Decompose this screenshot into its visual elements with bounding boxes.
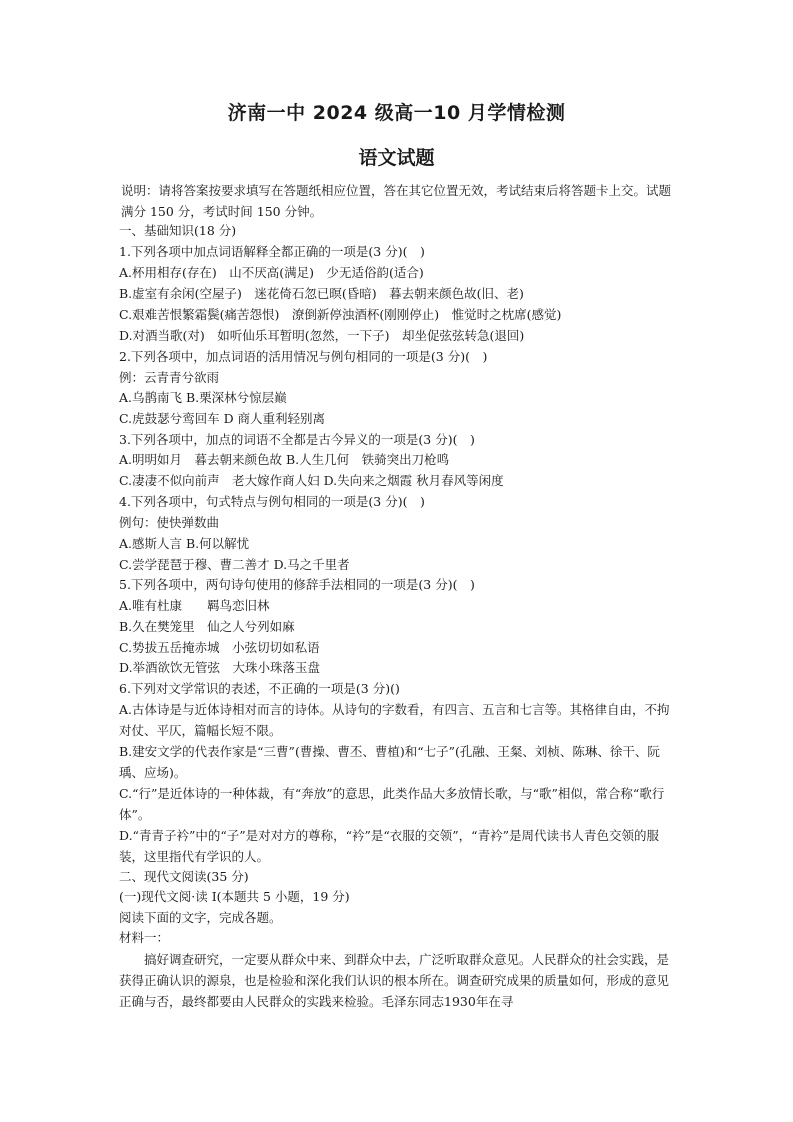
q1-option-a: A.杯用相存(存在) 山不厌高(满足) 少无适俗韵(适合) (119, 265, 424, 280)
q5-option-a: A.唯有杜康 羁鸟恋旧林 (119, 598, 270, 613)
q5-option-b: B.久在樊笼里 仙之人兮列如麻 (119, 619, 295, 634)
reading-instruction: 阅读下面的文字，完成各题。 (119, 910, 282, 925)
q3-options-ab: A.明明如月 暮去朝来颜色故 B.人生几何 铁骑突出刀枪鸣 (119, 452, 450, 467)
q4-example: 例句：使快弹数曲 (119, 515, 220, 530)
q5-stem: 5.下列各项中，两句诗句使用的修辞手法相同的一项是(3 分)( ) (119, 577, 475, 592)
q1-stem: 1.下列各项中加点词语解释全都正确的一项是(3 分)( ) (119, 244, 425, 259)
q1-option-c: C.艰难苦恨繁霜鬓(痛苦怨恨) 潦倒新停浊酒杯(刚刚停止) 惟觉时之枕席(感觉) (119, 307, 562, 322)
q2-stem: 2.下列各项中，加点词语的活用情况与例句相同的一项是(3 分)( ) (119, 349, 488, 364)
q6-stem: 6.下列对文学常识的表述，不正确的一项是(3 分)() (119, 681, 400, 696)
material-label: 材料一： (119, 930, 170, 945)
q6-option-c: C.“行”是近体诗的一种体裁，有“奔放”的意思，此类作品大多放情长歌，与“歌”相似，常合称“歌行体”。 (119, 786, 665, 822)
section2-subheading: (一)现代文阅·读 I(本题共 5 小题，19 分) (119, 889, 350, 904)
instructions-text: 说明：请将答案按要求填写在答题纸相应位置，答在其它位置无效，考试结束后将答题卡上交。试题满分 150 分，考试时间 150 分钟。 (121, 183, 672, 219)
q1-option-b: B.虚室有余闲(空屋子) 迷花倚石忽已暝(昏暗) 暮去朝来颜色故(旧、老) (119, 286, 524, 301)
q1-option-d: D.对酒当歌(对) 如听仙乐耳暂明(忽然，一下子) 却坐促弦弦转急(退回) (119, 328, 525, 343)
q4-options-ab: A.感斯人言 B.何以解忧 (119, 536, 250, 551)
q2-options-ab: A.乌鹊南飞 B.栗深林兮惊层巅 (119, 390, 287, 405)
section2-heading: 二、现代文阅读(35 分) (119, 869, 249, 884)
q5-option-d: D.举酒欲饮无管弦 大珠小珠落玉盘 (119, 660, 321, 675)
q4-options-cd: C.尝学琵琶于穆、曹二善才 D.马之千里者 (119, 557, 350, 572)
q4-stem: 4.下列各项中，句式特点与例句相同的一项是(3 分)( ) (119, 494, 425, 509)
page-title: 济南一中 2024 级高一10 月学情检测 (227, 102, 566, 124)
q6-option-b: B.建安文学的代表作家是“三曹”(曹操、曹丕、曹植)和“七子”(孔融、王粲、刘桢、陈琳、徐干、阮瑀、应场)。 (119, 744, 660, 780)
q2-options-cd: C.虎鼓瑟兮鸾回车 D 商人重利轻别离 (119, 411, 326, 426)
q2-example: 例：云青青兮欲雨 (119, 370, 220, 385)
q6-option-d: D.“青青子衿”中的“子”是对对方的尊称，“衿”是“衣服的交领”，“青衿”是周代读书人青色交领的服装，这里指代有学识的人。 (119, 828, 659, 864)
material-paragraph: 搞好调查研究，一定要从群众中来、到群众中去，广泛听取群众意见。人民群众的社会实践，是获得正确认识的源泉，也是检验和深化我们认识的根本所在。调查研究成果的质量如何，形成的意见正确与否，最终都要由人民群众的实践来检验。毛泽东同志1930年在寻 (119, 952, 670, 1009)
q6-option-a: A.古体诗是与近体诗相对而言的诗体。从诗句的字数看，有四言、五言和七言等。其格律自由，不拘对仗、平仄，篇幅长短不限。 (119, 702, 670, 738)
q3-options-cd: C.凄凄不似向前声 老大嫁作商人妇 D.失向来之烟霞 秋月春风等闲度 (119, 473, 504, 488)
page-subtitle: 语文试题 (358, 147, 435, 169)
q5-option-c: C.势拔五岳掩赤城 小弦切切如私语 (119, 640, 320, 655)
q3-stem: 3.下列各项中，加点的词语不全都是古今异义的一项是(3 分)( ) (119, 432, 475, 447)
section1-heading: 一、基础知识(18 分) (119, 223, 237, 238)
